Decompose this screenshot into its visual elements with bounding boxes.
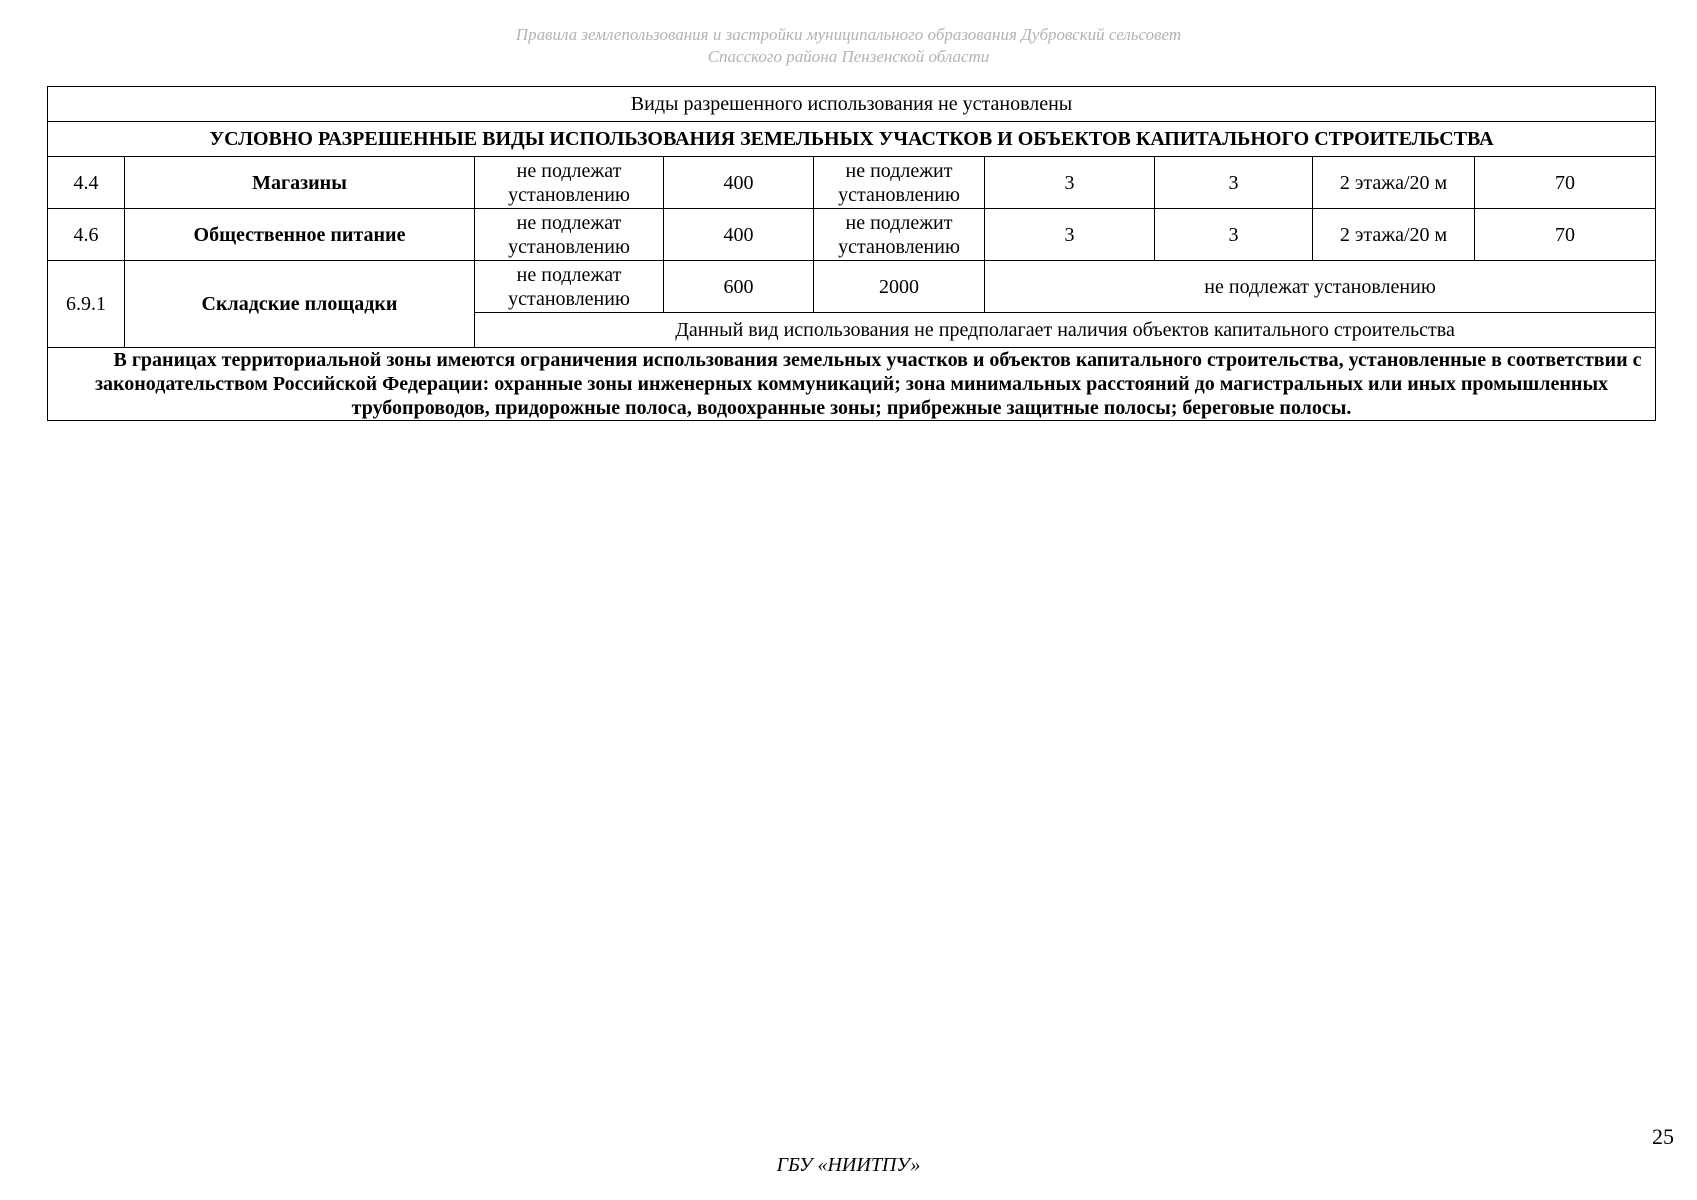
row-min-area: не подлежат установлению <box>475 261 664 313</box>
row-code: 4.4 <box>48 157 125 209</box>
row-param-3: 2000 <box>814 261 985 313</box>
row-min-area: не подлежат установлению <box>475 157 664 209</box>
page-footer: ГБУ «НИИТПУ» <box>776 1154 921 1176</box>
row-max-area: 600 <box>664 261 814 313</box>
row-code: 6.9.1 <box>48 261 125 348</box>
row-coverage: 70 <box>1475 209 1656 261</box>
header-line-1: Правила землепользования и застройки муниципального образования Дубровский сельсовет <box>515 25 1182 44</box>
page-header <box>0 24 1697 68</box>
row-param-4: 3 <box>985 209 1155 261</box>
header-line-2: Спасского района Пензенской области <box>707 47 990 66</box>
row-param-3: не подлежит установлению <box>814 157 985 209</box>
zoning-table <box>47 86 1656 421</box>
row-min-area: не подлежат установлению <box>475 209 664 261</box>
row-param-4: 3 <box>985 157 1155 209</box>
restrictions-text: В границах территориальной зоны имеются ограничения использования земельных участков и объектов капитального строительства, установленные в соответствии с законодательством Российской Федерации: охранные зоны инженерных коммуникаций; зона минимальных расстояний до магистральных или иных промышленных трубопроводов, придорожные полоса, водоохранные зоны; прибрежные защитные полосы; береговые полосы. <box>48 348 1656 421</box>
row-code: 4.6 <box>48 209 125 261</box>
row-max-area: 400 <box>664 209 814 261</box>
row-name: Общественное питание <box>125 209 475 261</box>
row-name: Складские площадки <box>125 261 475 348</box>
row-param-5: 3 <box>1155 157 1313 209</box>
row-param-5: 3 <box>1155 209 1313 261</box>
row-coverage: 70 <box>1475 157 1656 209</box>
table-row <box>48 261 1656 313</box>
main-uses-note: Виды разрешенного использования не установлены <box>48 87 1656 122</box>
section-title: УСЛОВНО РАЗРЕШЕННЫЕ ВИДЫ ИСПОЛЬЗОВАНИЯ ЗЕМЕЛЬНЫХ УЧАСТКОВ И ОБЪЕКТОВ КАПИТАЛЬНОГО СТРОИТЕЛЬСТВА <box>48 122 1656 157</box>
table-row <box>48 157 1656 209</box>
row-max-area: 400 <box>664 157 814 209</box>
row-height: 2 этажа/20 м <box>1313 157 1475 209</box>
row-note: Данный вид использования не предполагает наличия объектов капитального строительства <box>475 313 1656 348</box>
row-param-3: не подлежит установлению <box>814 209 985 261</box>
row-merged-value: не подлежат установлению <box>985 261 1656 313</box>
page-number: 25 <box>1652 1124 1674 1149</box>
table-row <box>48 209 1656 261</box>
row-height: 2 этажа/20 м <box>1313 209 1475 261</box>
row-name: Магазины <box>125 157 475 209</box>
